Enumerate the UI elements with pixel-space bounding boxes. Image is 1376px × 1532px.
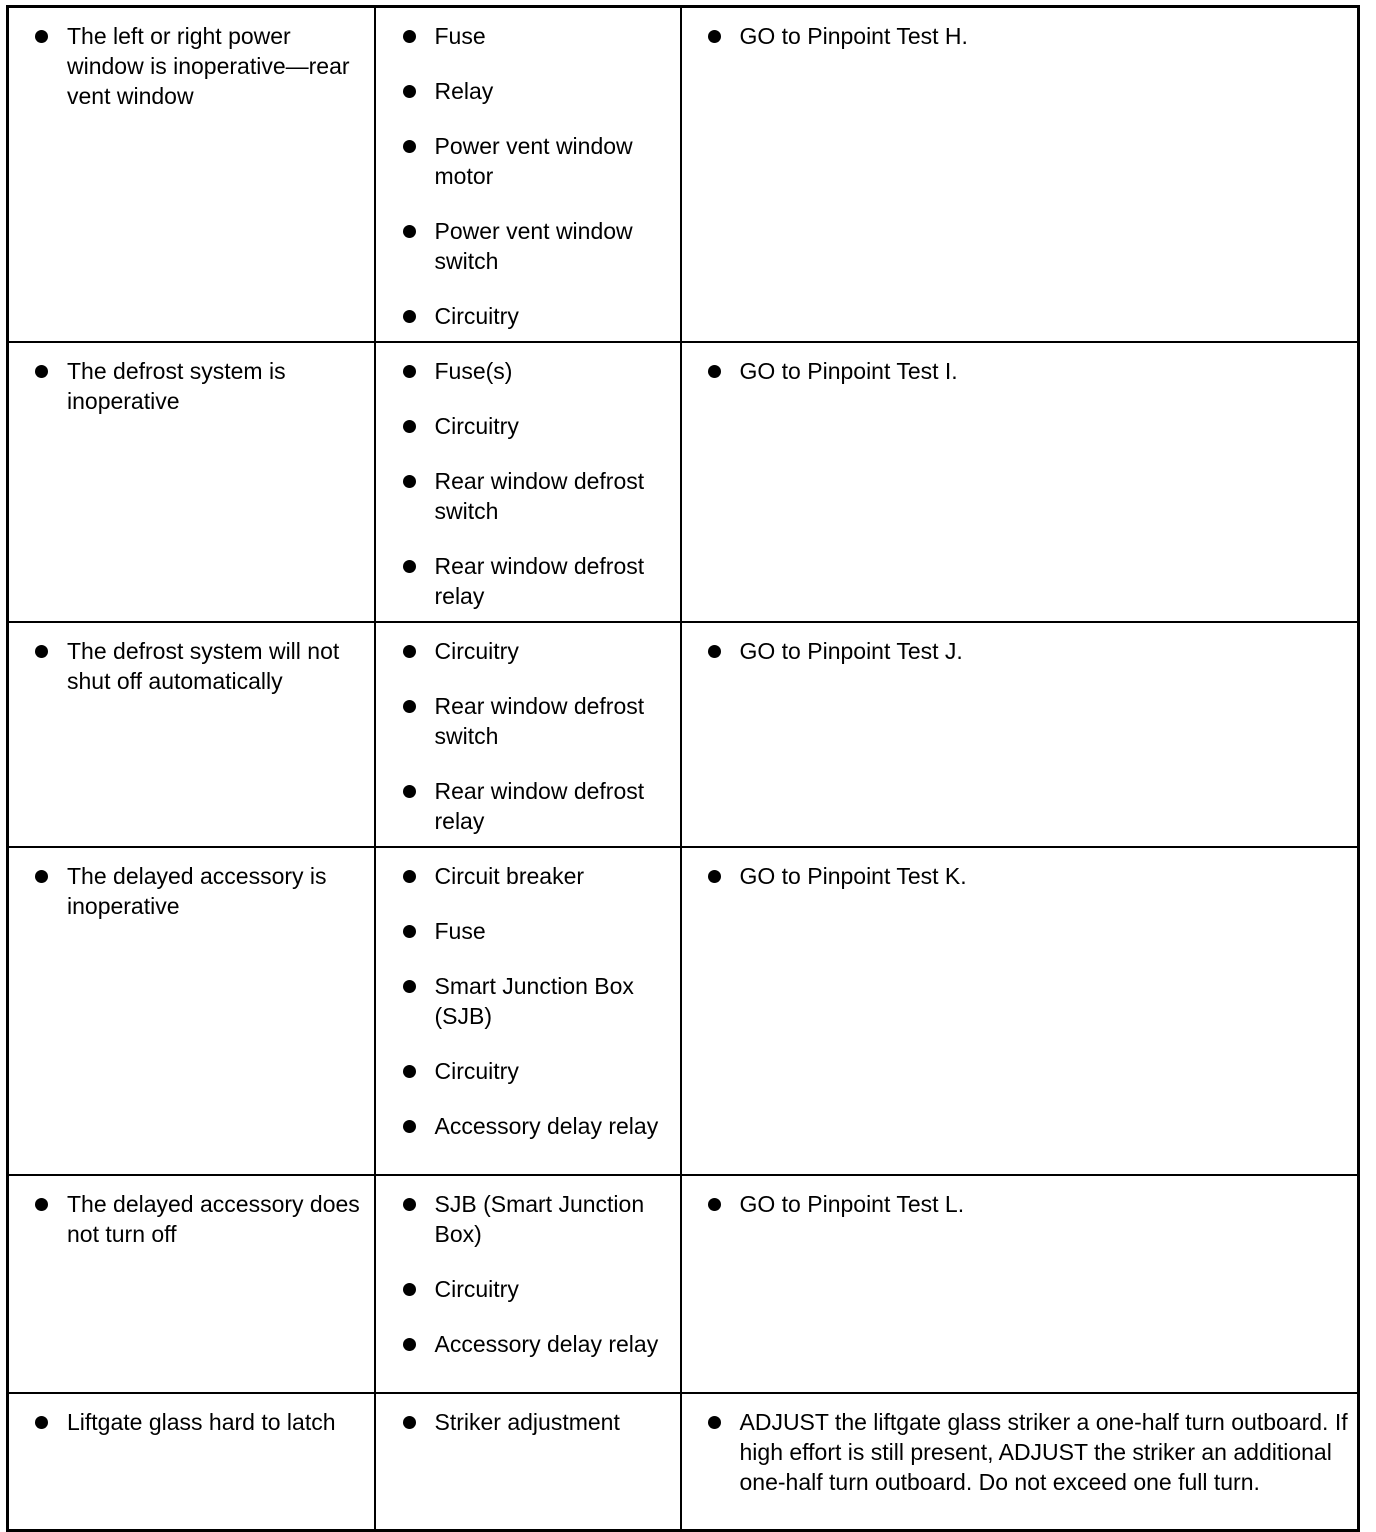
bullet-icon	[35, 1198, 48, 1211]
list-item	[376, 216, 672, 276]
source-text: Circuitry	[434, 413, 519, 439]
action-cell	[681, 1175, 1359, 1393]
list-item	[682, 1189, 1350, 1219]
list-item	[376, 21, 672, 51]
bullet-icon	[403, 925, 416, 938]
bullet-icon	[403, 700, 416, 713]
source-text: Fuse	[434, 23, 486, 49]
bullet-icon	[403, 1283, 416, 1296]
action-cell	[681, 847, 1359, 1175]
condition-cell	[8, 622, 375, 847]
bullet-icon	[403, 30, 416, 43]
diagnostic-table	[6, 5, 1360, 1532]
bullet-icon	[403, 140, 416, 153]
bullet-icon	[403, 870, 416, 883]
bullet-icon	[35, 1416, 48, 1429]
list-item	[376, 916, 672, 946]
bullet-icon	[403, 1416, 416, 1429]
list-item	[376, 1407, 672, 1437]
list-item	[376, 1056, 672, 1086]
source-text: Circuitry	[434, 1058, 519, 1084]
condition-cell	[8, 1393, 375, 1530]
list-item	[376, 1189, 672, 1249]
condition-cell	[8, 1175, 375, 1393]
source-text: Rear window defrost relay	[434, 553, 645, 609]
source-text: SJB (Smart Junction Box)	[434, 1191, 645, 1247]
source-text: Circuitry	[434, 303, 519, 329]
bullet-icon	[708, 1198, 721, 1211]
condition-text: The defrost system will not shut off automatically	[67, 638, 340, 694]
list-item	[376, 551, 672, 611]
list-item	[9, 1407, 366, 1437]
action-text: GO to Pinpoint Test K.	[739, 863, 967, 889]
source-text: Rear window defrost switch	[434, 693, 645, 749]
source-text: Power vent window motor	[434, 133, 633, 189]
bullet-icon	[403, 1065, 416, 1078]
table-row	[8, 7, 1359, 343]
action-cell	[681, 622, 1359, 847]
condition-text: The delayed accessory is inoperative	[67, 863, 327, 919]
condition-cell	[8, 847, 375, 1175]
possible-source-cell	[375, 1175, 681, 1393]
table-row	[8, 622, 1359, 847]
condition-cell	[8, 7, 375, 343]
action-text: GO to Pinpoint Test H.	[739, 23, 968, 49]
bullet-icon	[35, 645, 48, 658]
list-item	[682, 21, 1350, 51]
source-text: Rear window defrost switch	[434, 468, 645, 524]
list-item	[9, 21, 366, 111]
source-text: Power vent window switch	[434, 218, 633, 274]
bullet-icon	[35, 30, 48, 43]
list-item	[376, 636, 672, 666]
bullet-icon	[708, 1416, 721, 1429]
action-text: GO to Pinpoint Test I.	[739, 358, 958, 384]
possible-source-cell	[375, 342, 681, 622]
action-text: GO to Pinpoint Test L.	[739, 1191, 965, 1217]
bullet-icon	[35, 365, 48, 378]
bullet-icon	[403, 365, 416, 378]
bullet-icon	[403, 85, 416, 98]
list-item	[376, 131, 672, 191]
condition-text: The delayed accessory does not turn off	[67, 1191, 360, 1247]
list-item	[682, 636, 1350, 666]
action-cell	[681, 1393, 1359, 1530]
list-item	[376, 1274, 672, 1304]
list-item	[376, 466, 672, 526]
bullet-icon	[403, 645, 416, 658]
table-row	[8, 1393, 1359, 1530]
bullet-icon	[35, 870, 48, 883]
list-item	[682, 356, 1350, 386]
list-item	[9, 356, 366, 416]
source-text: Accessory delay relay	[434, 1331, 659, 1357]
list-item	[682, 861, 1350, 891]
possible-source-cell	[375, 1393, 681, 1530]
bullet-icon	[708, 870, 721, 883]
list-item	[376, 411, 672, 441]
condition-text: The defrost system is inoperative	[67, 358, 286, 414]
bullet-icon	[708, 30, 721, 43]
bullet-icon	[403, 475, 416, 488]
possible-source-cell	[375, 7, 681, 343]
source-text: Smart Junction Box (SJB)	[434, 973, 634, 1029]
table-row	[8, 847, 1359, 1175]
action-cell	[681, 7, 1359, 343]
bullet-icon	[403, 1120, 416, 1133]
bullet-icon	[403, 225, 416, 238]
list-item	[376, 861, 672, 891]
source-text: Circuitry	[434, 1276, 519, 1302]
table-row	[8, 1175, 1359, 1393]
bullet-icon	[403, 420, 416, 433]
list-item	[682, 1407, 1350, 1497]
table-row	[8, 342, 1359, 622]
list-item	[376, 356, 672, 386]
possible-source-cell	[375, 622, 681, 847]
source-text: Fuse(s)	[434, 358, 513, 384]
action-text: GO to Pinpoint Test J.	[739, 638, 963, 664]
list-item	[376, 691, 672, 751]
source-text: Rear window defrost relay	[434, 778, 645, 834]
source-text: Accessory delay relay	[434, 1113, 659, 1139]
condition-text: Liftgate glass hard to latch	[67, 1409, 336, 1435]
bullet-icon	[708, 365, 721, 378]
condition-cell	[8, 342, 375, 622]
bullet-icon	[403, 1338, 416, 1351]
possible-source-cell	[375, 847, 681, 1175]
bullet-icon	[403, 1198, 416, 1211]
condition-text: The left or right power window is inoperative—rear vent window	[67, 23, 350, 109]
bullet-icon	[403, 785, 416, 798]
list-item	[9, 636, 366, 696]
source-text: Circuit breaker	[434, 863, 585, 889]
bullet-icon	[403, 310, 416, 323]
source-text: Fuse	[434, 918, 486, 944]
list-item	[376, 76, 672, 106]
list-item	[376, 301, 672, 331]
source-text: Relay	[434, 78, 494, 104]
bullet-icon	[403, 560, 416, 573]
action-text: ADJUST the liftgate glass striker a one-half turn outboard. If high effort is still present, ADJUST the striker an additional one-half turn outboard. Do not exceed one full turn.	[739, 1409, 1348, 1495]
list-item	[9, 1189, 366, 1249]
bullet-icon	[708, 645, 721, 658]
list-item	[376, 1111, 672, 1141]
list-item	[9, 861, 366, 921]
source-text: Circuitry	[434, 638, 519, 664]
action-cell	[681, 342, 1359, 622]
list-item	[376, 1329, 672, 1359]
list-item	[376, 971, 672, 1031]
source-text: Striker adjustment	[434, 1409, 620, 1435]
list-item	[376, 776, 672, 836]
bullet-icon	[403, 980, 416, 993]
